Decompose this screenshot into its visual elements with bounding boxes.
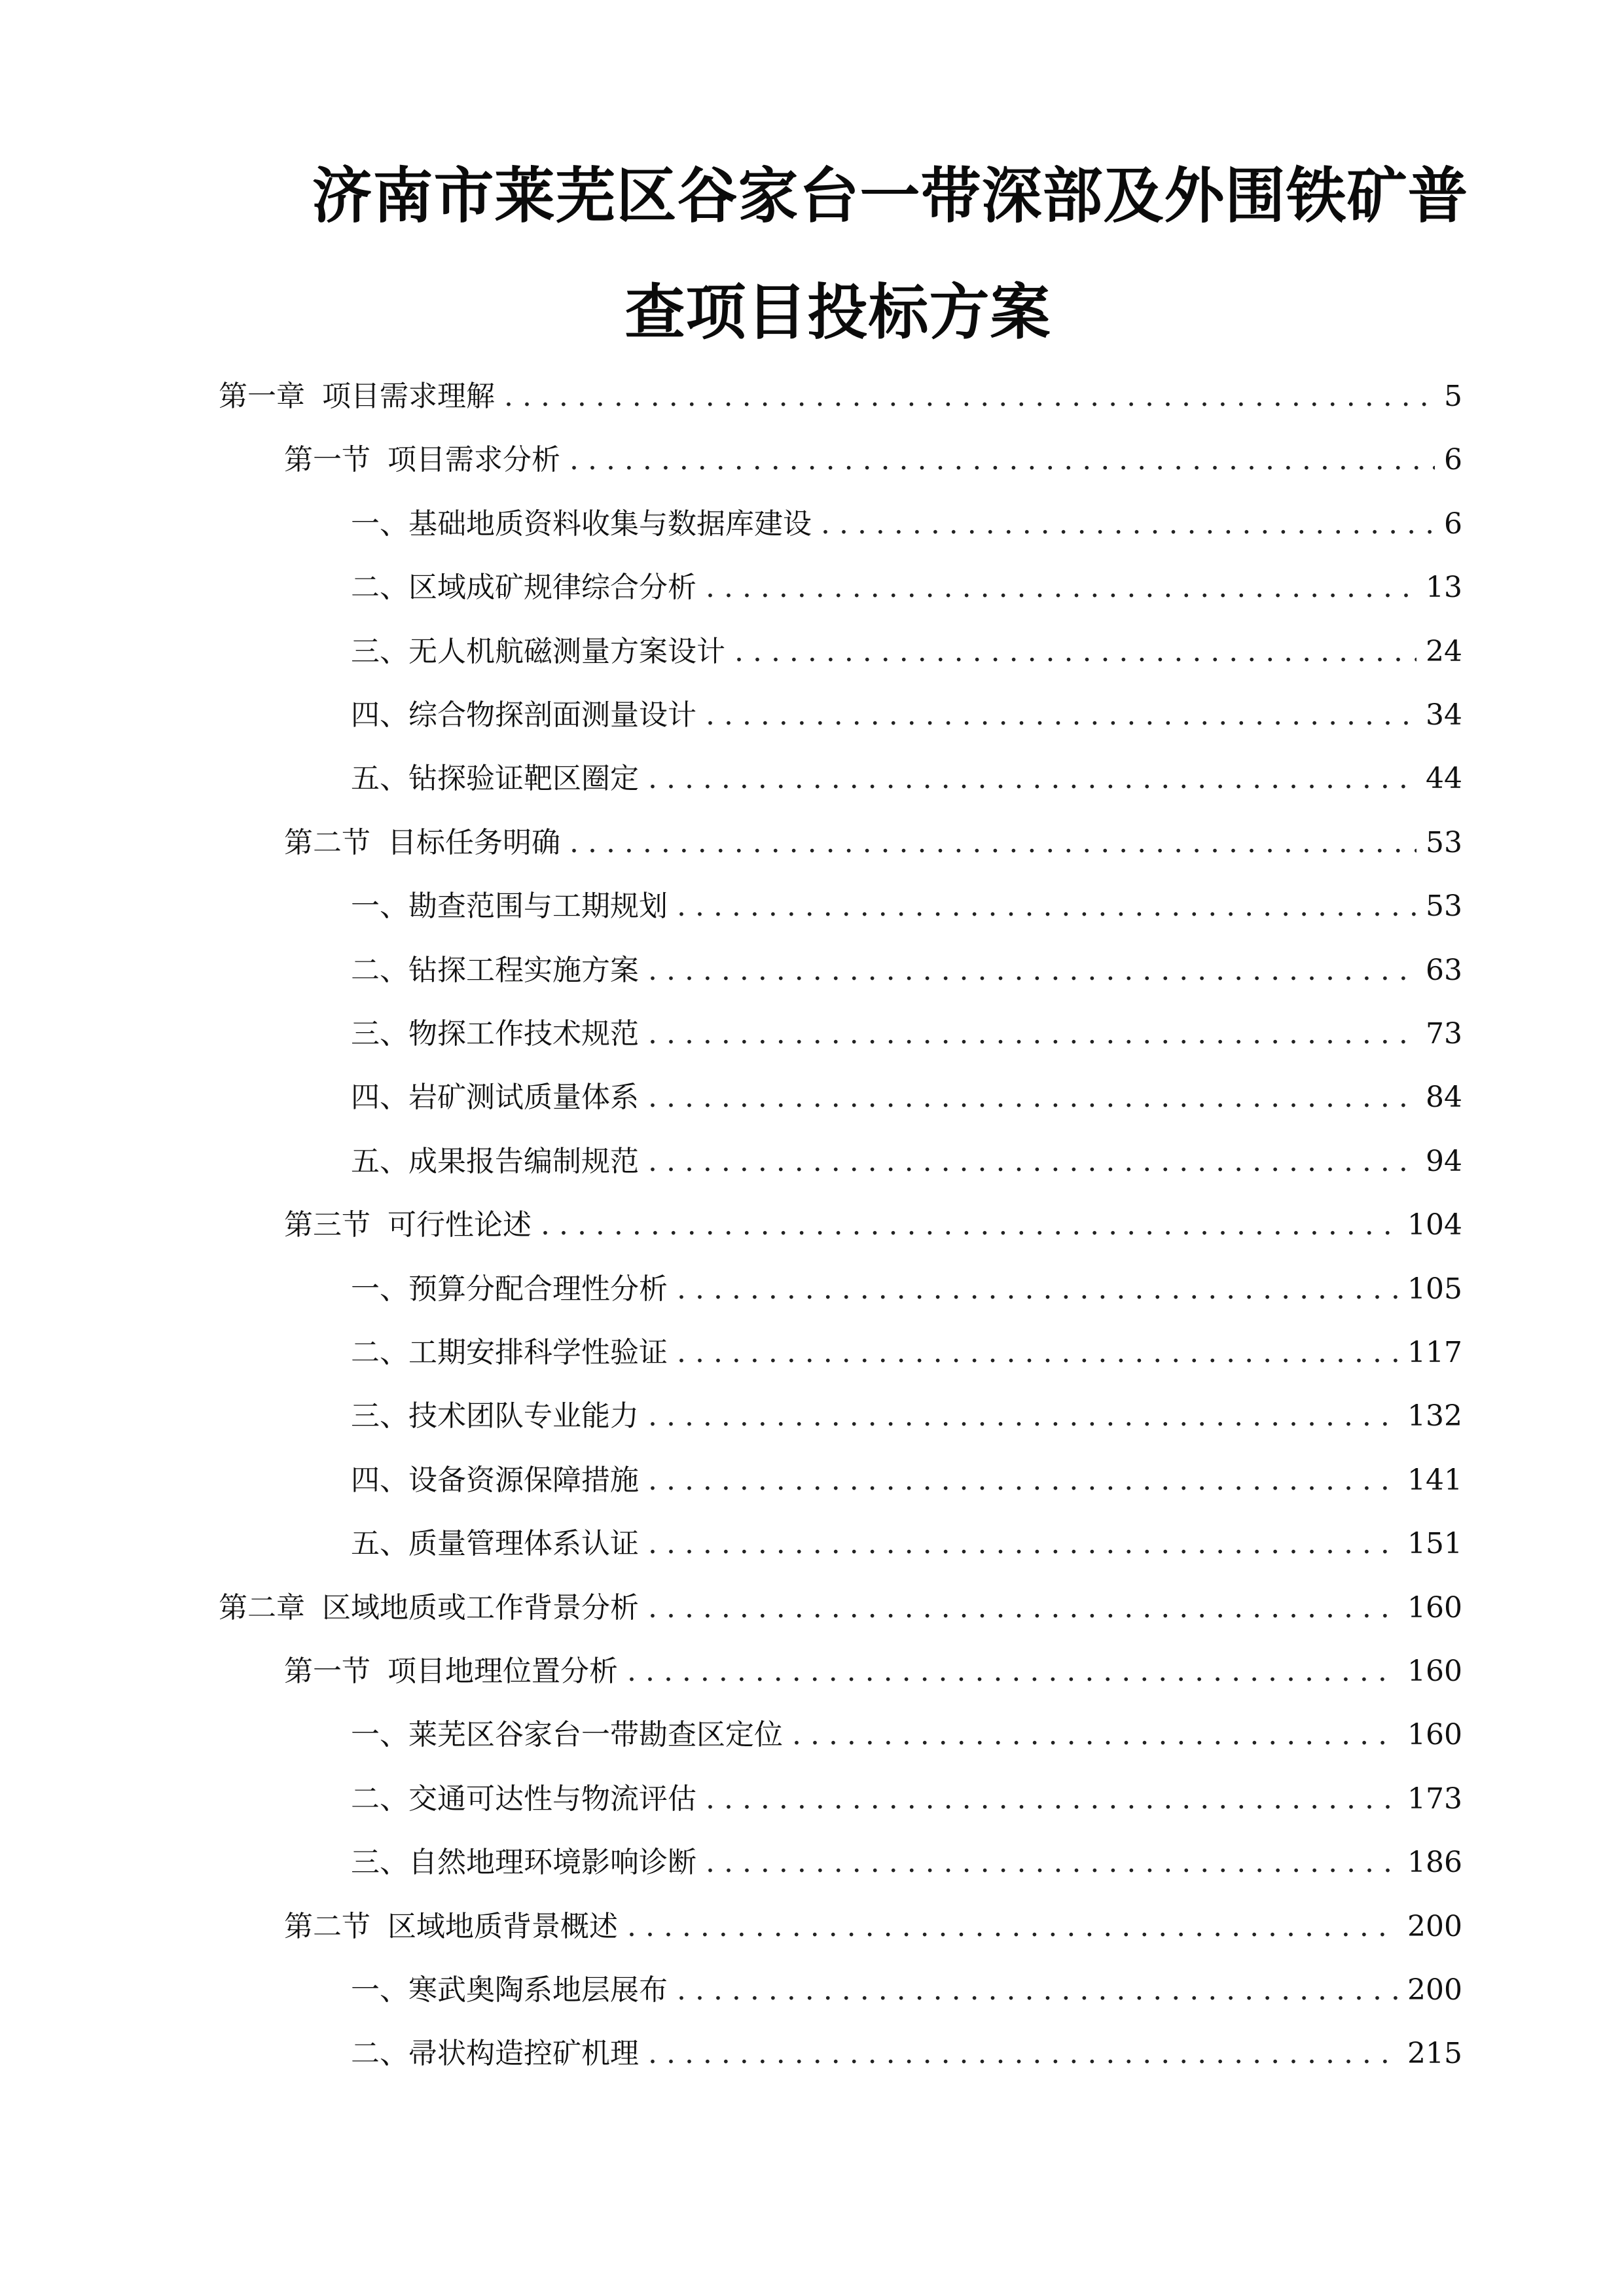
toc-page-number: 84: [1426, 1081, 1462, 1114]
toc-entry[interactable]: [351, 1461, 1462, 1500]
toc-entry-number: 三、: [351, 635, 408, 668]
toc-entry[interactable]: [351, 951, 1462, 990]
toc-dot-leader: [648, 1461, 1398, 1500]
toc-page-number: 6: [1444, 507, 1462, 541]
document-title-line-1: 济南市莱芜区谷家台一带深部及外围铁矿普: [312, 160, 1469, 231]
toc-page-number: 24: [1426, 635, 1462, 668]
toc-entry-number: 五、: [351, 1145, 408, 1178]
toc-page-number: 186: [1407, 1846, 1462, 1879]
toc-dot-leader: [677, 1270, 1398, 1309]
toc-dot-leader: [706, 568, 1416, 607]
toc-page-number: 5: [1444, 380, 1462, 413]
toc-entry-label: 质量管理体系认证: [408, 1527, 639, 1560]
toc-page-number: 215: [1407, 2037, 1462, 2070]
toc-dot-leader: [569, 823, 1416, 863]
toc-entry-label: 设备资源保障措施: [408, 1463, 639, 1497]
toc-entry[interactable]: [351, 505, 1462, 544]
toc-entry-number: 五、: [351, 762, 408, 795]
toc-entry[interactable]: [351, 696, 1462, 735]
toc-dot-leader: [706, 1780, 1398, 1819]
toc-entry-label: 可行性论述: [388, 1208, 532, 1242]
toc-entry[interactable]: [351, 1014, 1462, 1054]
toc-dot-leader: [627, 1907, 1398, 1946]
toc-entry-label: 帚状构造控矿机理: [408, 2037, 639, 2070]
toc-entry-number: 第一章: [219, 380, 305, 413]
toc-entry-number: 一、: [351, 1272, 408, 1306]
toc-entry-label: 勘查范围与工期规划: [408, 889, 668, 923]
document-title-line-2: 查项目投标方案: [624, 277, 1051, 348]
toc-entry[interactable]: [351, 1780, 1462, 1819]
toc-dot-leader: [648, 1078, 1416, 1117]
toc-page-number: 104: [1407, 1208, 1462, 1242]
toc-entry-label: 区域地质背景概述: [388, 1910, 618, 1943]
toc-page-number: 63: [1426, 954, 1462, 987]
toc-entry-number: 第二节: [284, 1910, 370, 1943]
toc-dot-leader: [648, 2034, 1398, 2073]
toc-entry-label: 技术团队专业能力: [408, 1399, 639, 1433]
toc-page-number: 34: [1426, 698, 1462, 732]
toc-entry-label: 寒武奥陶系地层展布: [408, 1973, 668, 2007]
toc-entry-number: 四、: [351, 1081, 408, 1114]
toc-entry-number: 一、: [351, 1973, 408, 2007]
toc-page-number: 44: [1426, 762, 1462, 795]
toc-page-number: 141: [1407, 1463, 1462, 1497]
toc-entry-label: 成果报告编制规范: [408, 1145, 639, 1178]
toc-dot-leader: [792, 1715, 1398, 1755]
toc-entry[interactable]: [284, 440, 1462, 480]
toc-dot-leader: [677, 1333, 1398, 1372]
toc-dot-leader: [677, 887, 1416, 926]
toc-page-number: 160: [1407, 1591, 1462, 1624]
toc-entry[interactable]: [351, 1270, 1462, 1309]
toc-entry-label: 莱芜区谷家台一带勘查区定位: [408, 1718, 783, 1751]
toc-page-number: 200: [1407, 1910, 1462, 1943]
toc-dot-leader: [648, 1524, 1398, 1564]
toc-page-number: 105: [1407, 1272, 1462, 1306]
toc-entry-number: 五、: [351, 1527, 408, 1560]
toc-entry-label: 自然地理环境影响诊断: [408, 1846, 696, 1879]
toc-page-number: 200: [1407, 1973, 1462, 2007]
toc-entry[interactable]: [351, 2034, 1462, 2073]
toc-page-number: 53: [1426, 826, 1462, 859]
toc-entry[interactable]: [351, 887, 1462, 926]
toc-page-number: 160: [1407, 1655, 1462, 1688]
toc-entry-number: 三、: [351, 1399, 408, 1433]
toc-entry-label: 区域地质或工作背景分析: [322, 1591, 639, 1624]
toc-entry[interactable]: [351, 1843, 1462, 1882]
toc-entry-label: 项目需求分析: [388, 443, 560, 476]
toc-page-number: 173: [1407, 1782, 1462, 1816]
toc-entry-number: 第二章: [219, 1591, 305, 1624]
toc-entry-label: 综合物探剖面测量设计: [408, 698, 696, 732]
toc-entry-number: 三、: [351, 1017, 408, 1050]
toc-entry-label: 项目地理位置分析: [388, 1655, 618, 1688]
toc-entry-label: 物探工作技术规范: [408, 1017, 639, 1050]
toc-entry-number: 二、: [351, 954, 408, 987]
toc-entry-label: 区域成矿规律综合分析: [408, 571, 696, 604]
toc-dot-leader: [569, 440, 1435, 480]
toc-dot-leader: [734, 632, 1416, 672]
toc-entry[interactable]: [284, 1907, 1462, 1946]
toc-entry[interactable]: [284, 823, 1462, 863]
toc-entry[interactable]: [351, 1142, 1462, 1181]
toc-entry-label: 基础地质资料收集与数据库建设: [408, 507, 812, 541]
toc-dot-leader: [706, 696, 1416, 735]
toc-entry[interactable]: [284, 1206, 1462, 1245]
toc-entry-label: 无人机航磁测量方案设计: [408, 635, 725, 668]
toc-page-number: 117: [1407, 1336, 1462, 1369]
toc-entry-number: 一、: [351, 889, 408, 923]
toc-dot-leader: [648, 1588, 1398, 1628]
toc-dot-leader: [648, 1014, 1416, 1054]
toc-entry[interactable]: [351, 1971, 1462, 2010]
toc-page-number: 132: [1407, 1399, 1462, 1433]
toc-entry-number: 一、: [351, 1718, 408, 1751]
toc-entry[interactable]: [351, 759, 1462, 798]
toc-entry-number: 第三节: [284, 1208, 370, 1242]
toc-entry-label: 交通可达性与物流评估: [408, 1782, 696, 1816]
toc-dot-leader: [648, 759, 1416, 798]
toc-entry-label: 工期安排科学性验证: [408, 1336, 668, 1369]
toc-entry[interactable]: [351, 1524, 1462, 1564]
toc-entry-number: 一、: [351, 507, 408, 541]
toc-page-number: 94: [1426, 1145, 1462, 1178]
toc-entry-label: 钻探工程实施方案: [408, 954, 639, 987]
toc-entry-number: 四、: [351, 1463, 408, 1497]
toc-page-number: 13: [1426, 571, 1462, 604]
toc-dot-leader: [627, 1652, 1398, 1691]
toc-entry[interactable]: [351, 1078, 1462, 1117]
toc-entry-label: 钻探验证靶区圈定: [408, 762, 639, 795]
toc-dot-leader: [648, 1397, 1398, 1436]
toc-entry-label: 岩矿测试质量体系: [408, 1081, 639, 1114]
toc-entry-number: 四、: [351, 698, 408, 732]
toc-dot-leader: [504, 377, 1435, 416]
toc-entry[interactable]: [219, 1588, 1462, 1628]
toc-entry-label: 项目需求理解: [322, 380, 495, 413]
toc-entry-number: 第一节: [284, 443, 370, 476]
toc-entry-number: 三、: [351, 1846, 408, 1879]
toc-dot-leader: [821, 505, 1435, 544]
toc-entry[interactable]: [351, 568, 1462, 607]
toc-dot-leader: [648, 951, 1416, 990]
toc-page-number: 6: [1444, 443, 1462, 476]
toc-entry-number: 二、: [351, 571, 408, 604]
toc-entry-number: 二、: [351, 2037, 408, 2070]
toc-entry[interactable]: [351, 632, 1462, 672]
toc-page-number: 73: [1426, 1017, 1462, 1050]
toc-entry-number: 二、: [351, 1336, 408, 1369]
toc-entry-number: 第一节: [284, 1655, 370, 1688]
toc-entry[interactable]: [284, 1652, 1462, 1691]
toc-dot-leader: [706, 1843, 1398, 1882]
toc-entry[interactable]: [219, 377, 1462, 416]
toc-entry-label: 预算分配合理性分析: [408, 1272, 668, 1306]
toc-dot-leader: [648, 1142, 1416, 1181]
toc-entry[interactable]: [351, 1397, 1462, 1436]
toc-entry-label: 目标任务明确: [388, 826, 560, 859]
toc-page-number: 160: [1407, 1718, 1462, 1751]
toc-entry[interactable]: [351, 1715, 1462, 1755]
toc-page-number: 151: [1407, 1527, 1462, 1560]
toc-dot-leader: [541, 1206, 1398, 1245]
toc-page-number: 53: [1426, 889, 1462, 923]
toc-entry-number: 二、: [351, 1782, 408, 1816]
toc-dot-leader: [677, 1971, 1398, 2010]
toc-entry[interactable]: [351, 1333, 1462, 1372]
toc-entry-number: 第二节: [284, 826, 370, 859]
